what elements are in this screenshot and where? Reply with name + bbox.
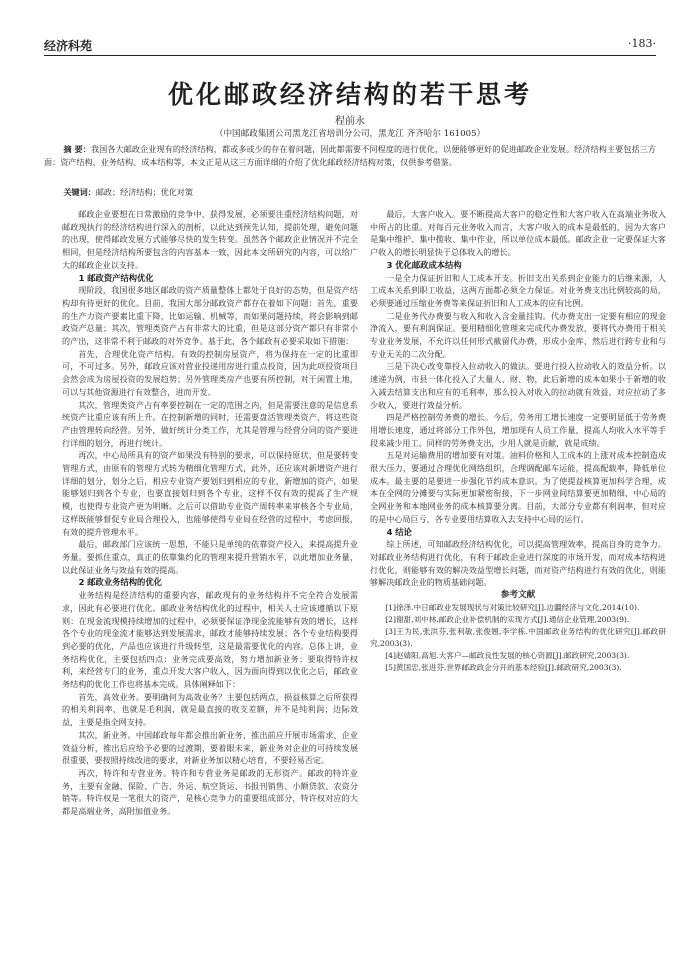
body-paragraph: 邮政企业要想在日常激励的竞争中，获得发展，必须要注重经济结构问题，对邮政现执行的经济结构进行深入的剖析，以此达到预先认知，提前处理，避免问题的出现，使得邮政发展方式能够尽快的发生转变。虽然各个邮政企业情况并不完全相同，但是经济结构所要包含的内容基本一致，因此本文所研究的内容，可以给广大的邮政企业以支持。 bbox=[62, 209, 358, 270]
running-header bbox=[44, 37, 656, 53]
left-column bbox=[62, 208, 358, 818]
reference-item: [2]谢甜,刘中林.邮政企业补偿机制的实现方式[J].通信企业管理,2003(9). bbox=[385, 615, 630, 625]
journal-name: 经济科苑 bbox=[44, 39, 93, 53]
section-heading: 2 邮政业务结构的优化 bbox=[78, 577, 162, 588]
section-heading: 4 结论 bbox=[386, 526, 412, 537]
keywords bbox=[44, 186, 656, 199]
header-divider bbox=[44, 55, 656, 56]
body-paragraph: 其次，新业务。中国邮政每年都会推出新业务，推出前应开展市场需求、企业效益分析，推出后应给予必要的过渡期，要着眼未来，新业务对企业的可持续发展很重要，要按照持续改进的要求，对新业务加以精心培育，不要轻易否定。 bbox=[62, 729, 358, 766]
body-paragraph: 其次，管理类资产占有率要控制在一定的范围之内，但是需要注意的是信息系统资产比重应该有所上升。在控制新增的同时，还需要盘活管理类资产，将这些资产由管理转向经营。另外，做好统计分类工作，尤其是管理与经营分同的资产要进行详细的划分，再进行统计。 bbox=[62, 399, 358, 448]
reference-list bbox=[370, 602, 666, 674]
author: 程前永 bbox=[335, 116, 365, 127]
body-paragraph: 综上所述，可知邮政经济结构优化，可以提高管理效率，提高自身的竞争力。对邮政业务结构进行优化，有利于邮政企业进行深度的市场开发，而对成本结构进行优化，则能够有效的解决效益型增长问题，而对资产结构进行有效的优化，则能够解决邮政企业的物质基础问题。 bbox=[370, 539, 666, 588]
right-column-body bbox=[370, 208, 666, 589]
body-paragraph: 三是下决心改变靠投入拉动收入的做法。要进行投入拉动收入的效益分析。以速递为例，市县一体化投入了大量人、财、物，此后新增的成本如果小于新增的收入减去结算支出和应有的毛利率，那么投入对收入的拉动就有效益。对应拉动了多少收入，要进行效益分析。 bbox=[370, 361, 666, 410]
keywords-text: 邮政；经济结构；优化对策 bbox=[95, 187, 193, 197]
body-paragraph: 二是业务代办费要与收入和收入含金量挂钩。代办费支出一定要有相应的现金净流入，要有利润保证。要用精细化管理来完成代办费发放，要将代办费用于相关专业业务发展，不允许以任何形式截留代办费，形成小金库，然后进行跨专业和与专业无关的二次分配。 bbox=[370, 310, 666, 359]
body-paragraph: 再次，中心局所具有的资产如果没有特别的要求，可以保持原状，但是要转变管理方式，由原有的管理方式转为精细化管理方式，此外，还应该对新增资产进行详细的划分，划分之后，相应专业资产要划归到相应的专业，新增加的资产，如果能够划归到各个专业，也要直接划归到各个专业，这样不仅有效的提高了生产规模，也使得专业资产更为明晰。之后可以借助专业资产周转率来审核各个专业局，这样既能够督促专业局合理投入，也能够使得专业局在经营的过程中，考虑回报，有效的提升管理水平。 bbox=[62, 450, 358, 537]
abstract bbox=[44, 143, 656, 168]
reference-item: [1]徐泽.中日邮政业发展现状与对策比较研究[J].边疆经济与文化,2014(10). bbox=[385, 603, 640, 613]
body-paragraph: 业务结构是经济结构的重要内容，邮政现有的业务结构并不完全符合发展需求，因此有必要进行优化。邮政业务结构优化的过程中，相关人士应该遵循以下原则：在现金流现模持续增加的过程中，必须要保证净现金流能够有效的增长，这样各个专业的现金流才能够达到发展需求，邮政才能够持续发展；各个专业结构要得到必要的优化，产品也应该进行升级转型，这是最需要优化的内容。总体上讲，业务结构优化，主要包括四点：业务完成要高效，努力增加新业务；要取得特许权利，来经营专门的业务，重点开发大客户收入，因为面向得到以优化之后，邮政业务结构的优化工作也将基本完成。具体阐释如下： bbox=[62, 590, 358, 690]
body-paragraph: 首先，高效业务。要明确何为高效业务？主要包括两点，损益核算之后所获得的相关利润率，也就是毛利润，就是最直接的收支差额，并不是纯利润；边际效益，主要是指全网支持。 bbox=[62, 691, 358, 728]
reference-item: [3]王为民,张洪芬,张利敏,张俊翘,李学栋.中国邮政业务结构的优化研究[J].邮政研究,2003(3). bbox=[370, 627, 666, 649]
paper-title: 优化邮政经济结构的若干思考 bbox=[167, 80, 532, 109]
page-number: ·183· bbox=[628, 37, 656, 50]
keywords-label: 关键词： bbox=[63, 187, 96, 197]
right-column bbox=[370, 208, 666, 674]
reference-item: [5]黄国忠,张进芬.世界邮政政企分开的基本经验[J].邮政研究,2003(3). bbox=[385, 663, 622, 673]
section-heading: 1 邮政资产结构优化 bbox=[78, 272, 154, 283]
body-paragraph: 四是严格控制劳务费的增长。今后，劳务用工增长速度一定要明显低于劳务费用增长速度，通过将部分工作外包，增加现有人员工作量，提高人均收入水平等手段来减少用工。同样的劳务费支出，少用人就是贡献，就是成绩。 bbox=[370, 412, 666, 448]
abstract-label: 摘 要： bbox=[63, 144, 91, 154]
references-heading: 参考文献 bbox=[500, 590, 536, 601]
affiliation: （中国邮政集团公司黑龙江省培训分公司，黑龙江 齐齐哈尔 161005） bbox=[214, 129, 486, 139]
body-paragraph: 现阶段，我国很多地区邮政的资产质量整体上都处于良好的态势，但是资产结构却有待更好的优化。目前，我国大部分邮政资产都存在着如下问题：首先，重要的生产力资产要素比重下降，比如运输、机械等，而如果问题持续，将会影响到邮政资产总量；其次，管理类资产占有非常大的比重，但是这部分资产都只有非常小的产出，这非常不利于邮政的对外竞争。基于此，各个邮政有必要采取如下措施： bbox=[62, 285, 358, 347]
reference-item: [4]赵婧阳,高旭.大客户—邮政良性发展的核心资源[J].邮政研究,2003(3). bbox=[385, 651, 630, 661]
body-paragraph: 最后，邮政部门应该统一思想，不能只是单纯的依靠资产投入，来提高提升业务量。要抓住重点，真正的依靠集约化的管理来提升营销水平，以此增加业务量，以此保证业务与效益有效的提高。 bbox=[62, 539, 358, 575]
body-paragraph: 一是全力保证折旧和人工成本开支。折旧支出关系到企业能力的后继来源，人工成本关系到职工收益，这两方面都必须全力保证。对业务费支出比例较高的局，必须要通过压缩业务费等来保证折旧和人工成本的应有比例。 bbox=[370, 272, 666, 308]
body-paragraph: 再次，特许和专营业务。特许和专营业务是邮政的无形资产。邮政的特许业务，主要有金融、保险、广告、外运、航空货运、书报刊销售、小额贷款、农资分销等。特许权是一笔很大的资产，是核心竞争力的重要组成部分，特许权对应的大都是高端业务，高附加值业务。 bbox=[62, 767, 358, 817]
abstract-text: 我国各大邮政企业现有的经济结构，都或多或少的存在着问题，因此都需要不同程度的进行优化，以便能够更好的促进邮政企业发展。经济结构主要包括三方面：资产结构、业务结构、成本结构等，本文正是从这三方面详细的介绍了优化邮政经济结构对策，仅供参考借鉴。 bbox=[44, 144, 656, 167]
section-heading: 3 优化邮政成本结构 bbox=[386, 259, 462, 270]
body-paragraph: 五是对运输费用的增加要有对策。油料价格和人工成本的上涨对成本控制造成很大压力，要通过合理优化网络组织，合理调配邮车运能，提高配载率，降低单位成本。最主要的是要进一步强化节约成本意识。为了使提益核算更加科学合理，成本在全网的分摊要与实际更加紧密衔接，下一步网业间结算要更加精细，中心局的全网业务和本地网业务的成本核算要分离。目前，大部分专业都有利润率，但对应的是中心局巨亏，各专业要用结算收入去支持中心局的运行。 bbox=[370, 450, 666, 524]
body-paragraph: 首先，合理优化资产结构。有效的控制房屋资产，将为保持在一定的比重即可，不可过多。另外，邮政应该对营业投递用房进行重点投资，因为此项投资项目会然会成为房屋投资的发展趋势；另外管理类房产也要有所控制，对于闲置土地，可以与其他资源进行有效整合，进而开发。 bbox=[62, 348, 358, 397]
body-paragraph: 最后，大客户收入。要不断提高大客户的稳定性和大客户收入在高端业务收入中所占的比重。对每百元业务收入而言，大客户收入的成本是最低的，因为大客户是集中维护、集中揽收、集中作业，所以单位成本最低。邮政企业一定要保证大客户收入的增长明显快于总体收入的增长。 bbox=[370, 209, 666, 258]
